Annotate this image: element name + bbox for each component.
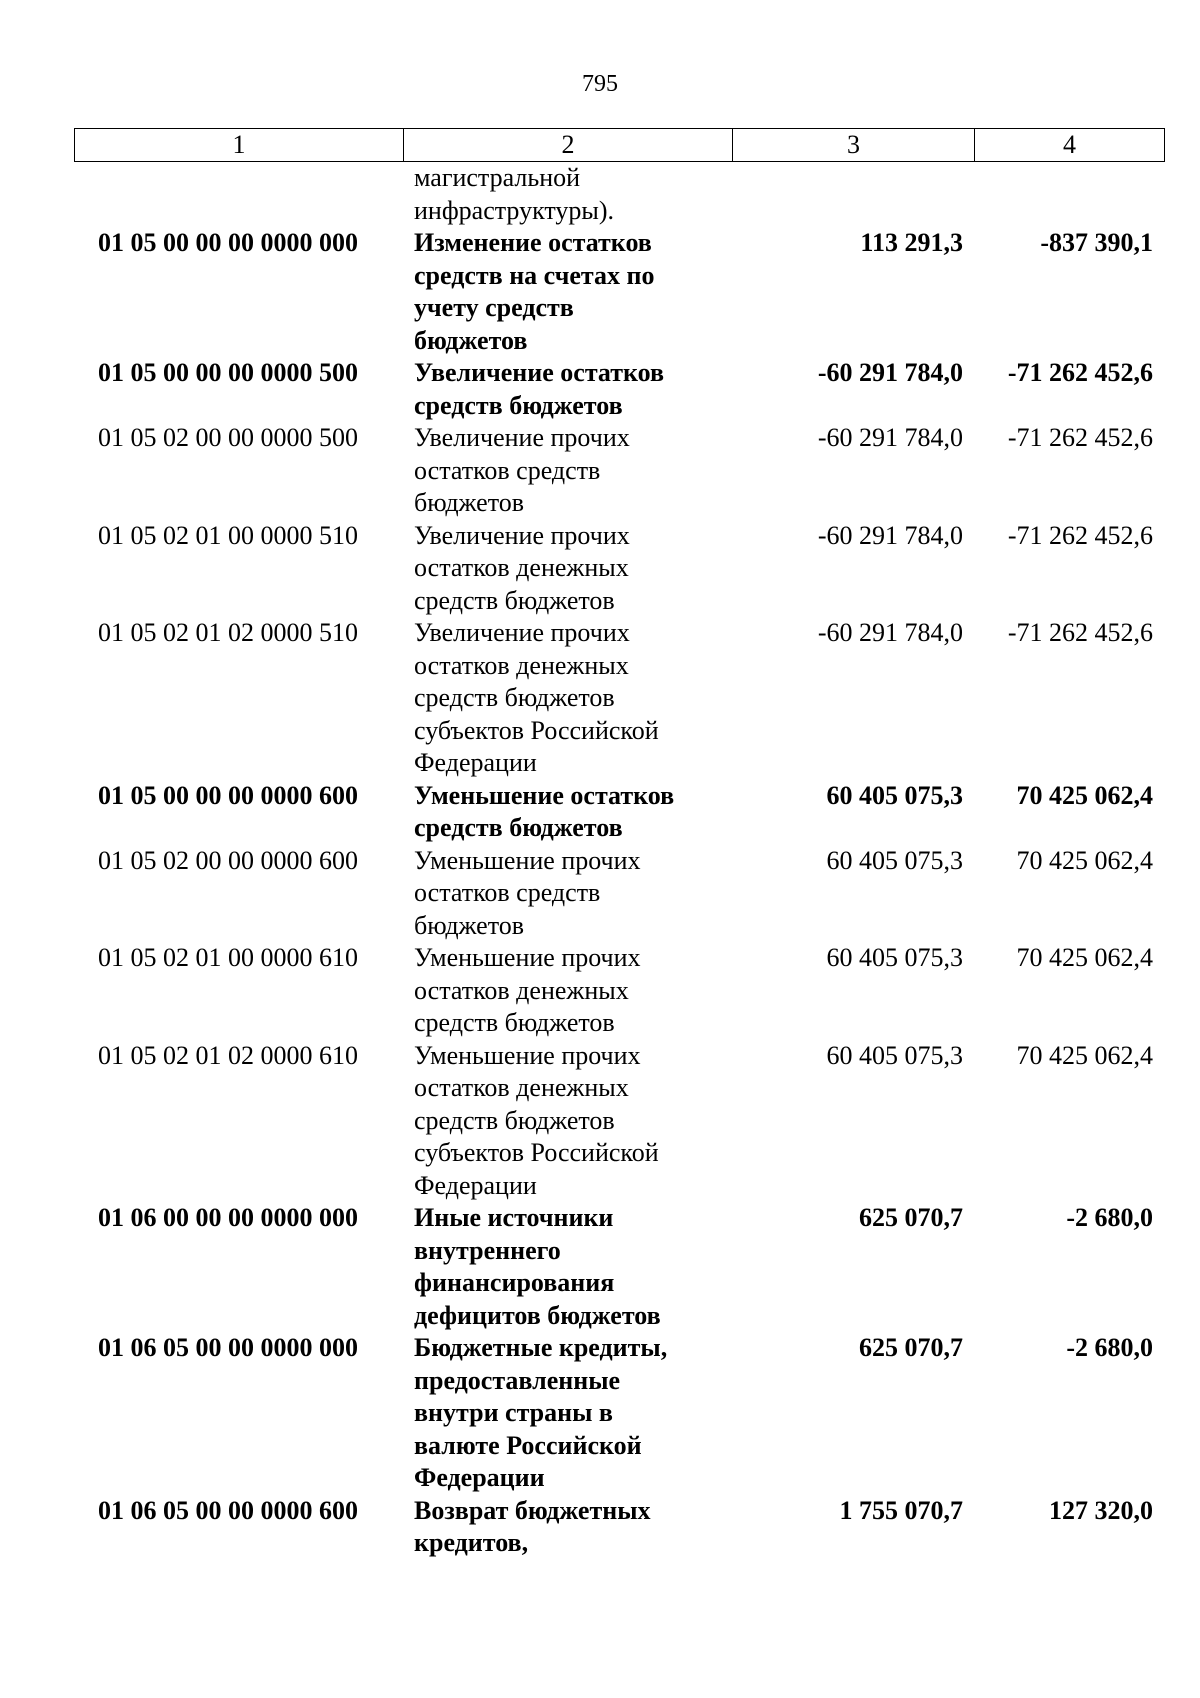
table-row [74, 942, 1164, 1040]
row-name: Увеличение остатков средств бюджетов [414, 358, 665, 420]
row-value-col4: -2 680,0 [1066, 1333, 1153, 1362]
row-value-col4: -2 680,0 [1066, 1203, 1153, 1232]
table-row [74, 520, 1164, 618]
row-value-col4: 70 425 062,4 [1016, 1040, 1153, 1070]
table-row [74, 1332, 1164, 1495]
table-row [74, 845, 1164, 943]
row-name: Уменьшение остатков средств бюджетов [414, 780, 675, 842]
row-name: Уменьшение прочих остатков средств бюджетов [414, 845, 641, 940]
row-value-col4: -837 390,1 [1040, 228, 1153, 257]
row-value-col4: 70 425 062,4 [1016, 943, 1153, 972]
column-header-2: 2 [404, 129, 733, 162]
row-value-col4: -71 262 452,6 [1007, 618, 1153, 647]
row-code: 01 05 02 01 00 0000 610 [98, 943, 358, 972]
row-code: 01 05 02 01 00 0000 510 [98, 520, 358, 550]
row-name: Возврат бюджетных кредитов, [414, 1495, 651, 1557]
table-row [74, 357, 1164, 422]
column-header-row [75, 129, 1165, 162]
row-code: 01 06 05 00 00 0000 600 [98, 1495, 358, 1525]
row-name: Увеличение прочих остатков денежных средств бюджетов субъектов Российской Федерации [414, 618, 659, 777]
column-header-3: 3 [733, 129, 975, 162]
column-header-table [74, 128, 1165, 162]
row-value-col3: 60 405 075,3 [826, 943, 963, 972]
row-value-col3: -60 291 784,0 [817, 423, 963, 452]
row-value-col3: 60 405 075,3 [826, 845, 963, 875]
row-code: 01 06 00 00 00 0000 000 [98, 1203, 358, 1232]
row-code: 01 05 02 01 02 0000 610 [98, 1040, 358, 1070]
table-row [74, 1040, 1164, 1203]
row-value-col3: -60 291 784,0 [817, 520, 963, 550]
row-value-col3 [732, 162, 974, 227]
row-code: 01 05 02 00 00 0000 600 [98, 845, 358, 875]
row-code: 01 05 02 01 02 0000 510 [98, 618, 358, 647]
row-name: Уменьшение прочих остатков денежных средств бюджетов субъектов Российской Федерации [414, 1040, 659, 1200]
row-value-col4: 127 320,0 [1049, 1495, 1153, 1525]
table-row [74, 1495, 1164, 1560]
row-value-col4: -71 262 452,6 [1007, 358, 1153, 387]
row-name: Бюджетные кредиты, предоставленные внутри страны в валюте Российской Федерации [414, 1333, 668, 1492]
row-code: 01 05 00 00 00 0000 500 [98, 358, 358, 387]
row-value-col3: 60 405 075,3 [826, 1040, 963, 1070]
table-row [74, 1202, 1164, 1332]
row-value-col3: 625 070,7 [859, 1333, 963, 1362]
row-name: Иные источники внутреннего финансирования дефицитов бюджетов [414, 1203, 661, 1330]
row-name: Увеличение прочих остатков денежных средств бюджетов [414, 520, 630, 615]
row-code: 01 05 00 00 00 0000 000 [98, 228, 358, 257]
row-value-col4: 70 425 062,4 [1016, 780, 1153, 810]
row-value-col4: -71 262 452,6 [1007, 520, 1153, 550]
row-code: 01 05 02 00 00 0000 500 [98, 423, 358, 452]
row-code: 01 05 00 00 00 0000 600 [98, 780, 358, 810]
table-body [74, 162, 1164, 1560]
row-name: магистральной инфраструктуры). [414, 163, 615, 225]
table-row [74, 780, 1164, 845]
row-value-col3: 625 070,7 [859, 1203, 963, 1232]
row-name: Увеличение прочих остатков средств бюджетов [414, 423, 630, 517]
row-value-col4 [974, 162, 1164, 227]
table-row [74, 162, 1164, 227]
row-code: 01 06 05 00 00 0000 000 [98, 1333, 358, 1362]
row-value-col3: 1 755 070,7 [839, 1495, 963, 1525]
table-row [74, 227, 1164, 357]
row-value-col3: -60 291 784,0 [817, 618, 963, 647]
page-number: 795 [582, 71, 618, 97]
row-value-col4: -71 262 452,6 [1007, 423, 1153, 452]
row-value-col3: -60 291 784,0 [817, 358, 963, 387]
column-header-4: 4 [975, 129, 1165, 162]
column-header-1: 1 [75, 129, 404, 162]
table-row [74, 617, 1164, 780]
row-value-col4: 70 425 062,4 [1016, 845, 1153, 875]
row-name: Изменение остатков средств на счетах по учету средств бюджетов [414, 228, 655, 355]
row-value-col3: 113 291,3 [860, 228, 963, 257]
row-value-col3: 60 405 075,3 [826, 780, 963, 810]
table-row [74, 422, 1164, 520]
row-name: Уменьшение прочих остатков денежных средств бюджетов [414, 943, 641, 1037]
row-code [74, 162, 403, 227]
